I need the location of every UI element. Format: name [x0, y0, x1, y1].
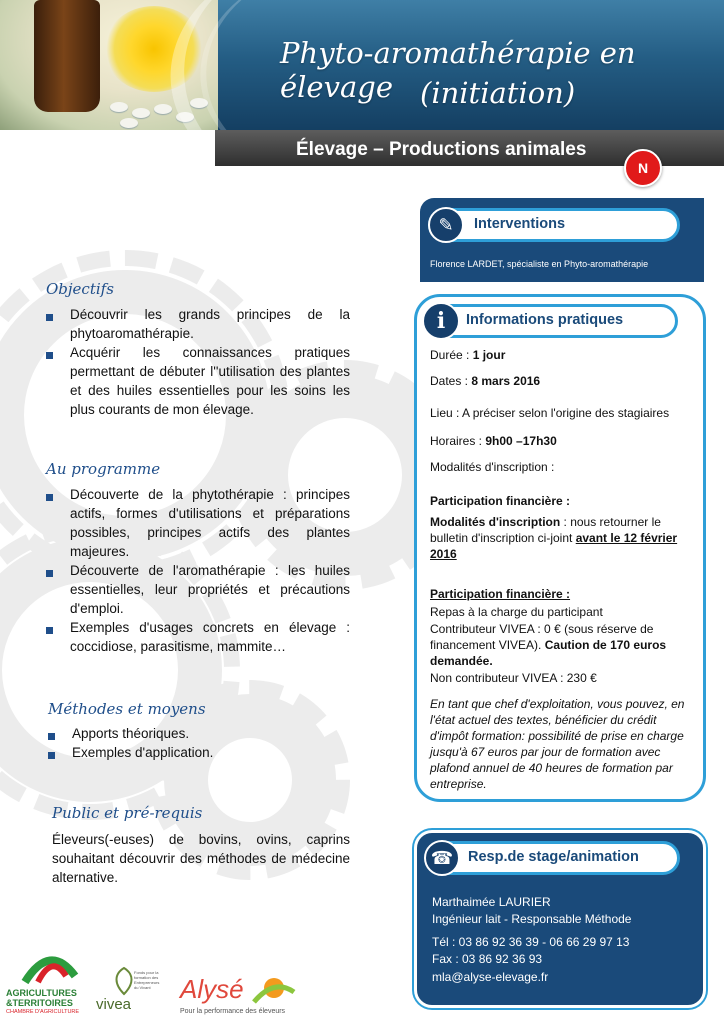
public-text: Éleveurs(-euses) de bovins, ovins, caprins souhaitant découvrir des méthodes de médecine alternative. [52, 832, 350, 885]
programme-heading: Au programme [46, 460, 161, 478]
resp-title: Resp.de stage/animation [468, 849, 639, 865]
telephone-icon: ☎ [424, 840, 460, 876]
info-icon: i [422, 302, 460, 340]
info-modalites-inscription: Modalités d'inscription : nous retourner le bulletin d'inscription ci-joint avant le 12 février 2016 [430, 515, 678, 561]
chambre-agriculture-emblem-icon [20, 946, 80, 986]
resp-role: Ingénieur lait - Responsable Méthode [432, 912, 632, 926]
info-participation-heading: Participation financière : [430, 494, 571, 508]
interventions-text: Florence LARDET, spécialiste en Phyto-aromathérapie [430, 259, 649, 269]
info-contributeur: Contributeur VIVEA : 0 € (sous réserve de financement VIVEA). Caution de 170 euros demandée. [430, 622, 667, 668]
list-item: Découverte de la phytothérapie : principes actifs, formes d'utilisations et préparations possibles, principes actifs des plantes majeures. [44, 485, 350, 561]
pill-image [154, 104, 172, 114]
chambre-agriculture-logo: AGRICULTURES &TERRITOIRES CHAMBRE D'AGRICULTURE [6, 946, 92, 1020]
vivea-logo: vivea Fonds pour la formation des Entrepreneurs du Vivant [96, 966, 160, 1022]
resp-name: Marthaimée LAURIER [432, 895, 551, 909]
page-title: Phyto-aromathérapie en élevage [280, 36, 636, 104]
info-duree: Durée : 1 jour [430, 348, 506, 362]
list-item: Apports théoriques. [46, 724, 346, 743]
alyse-logo: Alysé Pour la performance des éleveurs [178, 972, 298, 1020]
category-badge: N [624, 149, 662, 187]
interventions-title: Interventions [474, 216, 566, 232]
info-horaires: Horaires : 9h00 –17h30 [430, 434, 557, 448]
list-item: Exemples d'usages concrets en élevage : coccidiose, parasitisme, mammite… [44, 618, 350, 656]
list-item: Découvrir les grands principes de la phytoaromathérapie. [44, 305, 350, 343]
list-item: Découverte de l'aromathérapie : les huiles essentielles, leur propriétés et précautions d'emploi. [44, 561, 350, 618]
methodes-heading: Méthodes et moyens [48, 700, 206, 718]
list-item: Exemples d'application. [46, 743, 346, 762]
alyse-swoosh-icon [252, 972, 296, 1006]
objectifs-list [44, 305, 350, 419]
info-dates: Dates : 8 mars 2016 [430, 374, 541, 388]
category-title: Élevage – Productions animales [296, 139, 587, 160]
essential-oil-bottle-image [34, 0, 100, 112]
programme-list [44, 485, 350, 656]
objectifs-heading: Objectifs [46, 280, 114, 298]
public-heading: Public et pré-requis [52, 804, 203, 822]
info-lieu: Lieu : A préciser selon l'origine des stagiaires [430, 406, 670, 420]
list-item: Acquérir les connaissances pratiques permettant de débuter l''utilisation des plantes et des huiles essentielles pour les soins les plus courants de mon élevage. [44, 343, 350, 419]
pill-image [132, 108, 150, 118]
info-repas: Repas à la charge du participant [430, 605, 603, 619]
pill-image [110, 102, 128, 112]
presenter-icon: ✎ [428, 207, 464, 243]
page-subtitle: (initiation) [420, 76, 576, 110]
pill-image [120, 118, 138, 128]
info-title: Informations pratiques [466, 312, 624, 328]
resp-tel: Tél : 03 86 92 36 39 - 06 66 29 97 13 [432, 935, 630, 949]
info-modalites: Modalités d'inscription : [430, 460, 555, 474]
info-non-contributeur: Non contributeur VIVEA : 230 € [430, 671, 597, 685]
methodes-list [46, 724, 346, 762]
resp-email[interactable]: mla@alyse-elevage.fr [432, 970, 549, 984]
resp-fax: Fax : 03 86 92 36 93 [432, 952, 543, 966]
header-banner [0, 0, 724, 130]
info-participation-heading-2: Participation financière : [430, 587, 571, 601]
info-credit-impot: En tant que chef d'exploitation, vous pouvez, en l'état actuel des textes, bénéficier du crédit d'impôt formation: possibilité de prise en charge jusqu'à 67 euros par jour de formation avec plafond annuel de 40 heures de formation par entreprise. [430, 697, 685, 791]
